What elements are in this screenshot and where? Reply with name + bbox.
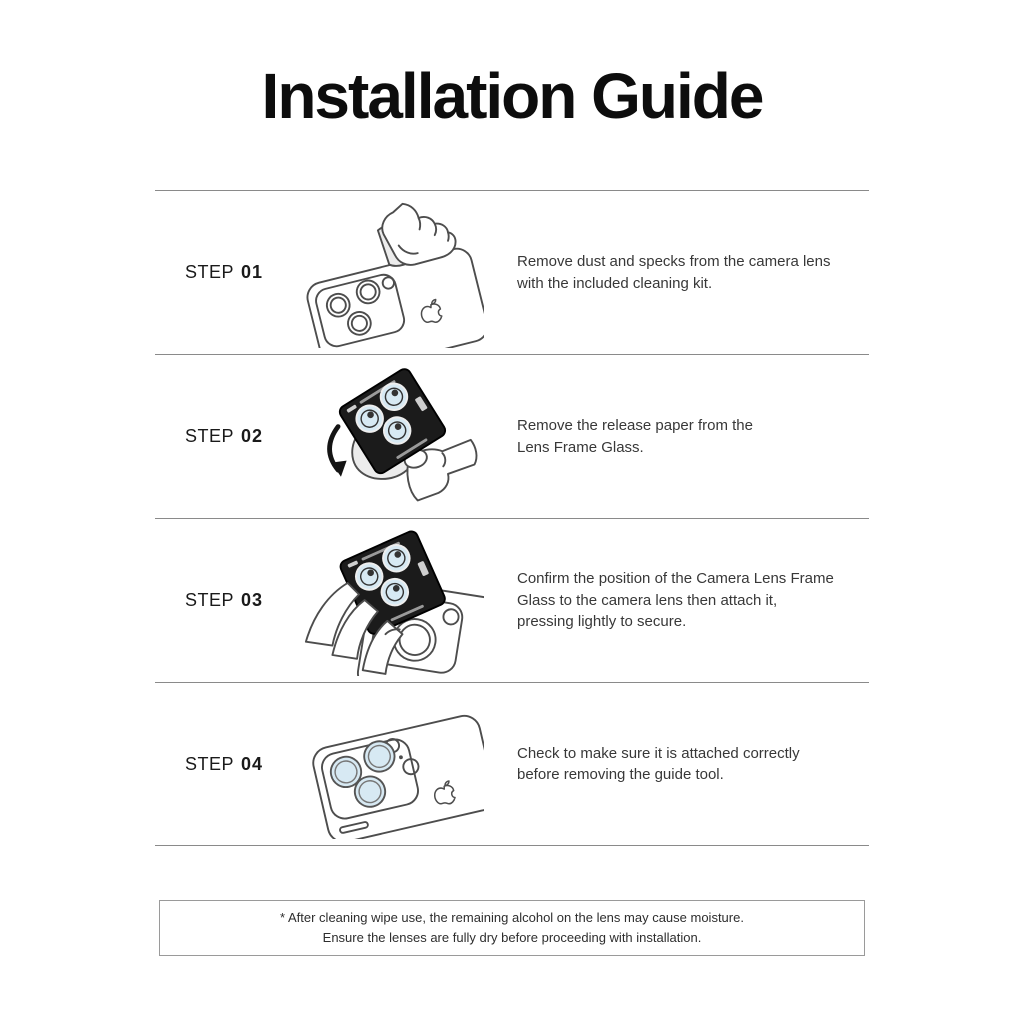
step-row-3 <box>155 518 869 682</box>
step-number: 04 <box>241 753 264 774</box>
description-line: Remove dust and specks from the camera lens <box>517 253 831 270</box>
step-row-2 <box>155 354 869 518</box>
attached-lens-glass <box>326 738 405 814</box>
step-1-label <box>185 262 303 283</box>
step-number: 01 <box>241 262 264 282</box>
step-2-illustration <box>303 361 485 513</box>
phone-outline <box>310 713 484 839</box>
step-number: 03 <box>241 590 264 610</box>
step-word: STEP <box>185 753 235 774</box>
peel-release-paper-illustration-svg <box>304 362 484 512</box>
footer-line: Ensure the lenses are fully dry before proceeding with installation. <box>322 929 702 945</box>
attached-lens-check-illustration-svg <box>304 689 484 839</box>
step-1-description <box>517 251 830 294</box>
footer-line: * After cleaning wipe use, the remaining alcohol on the lens may cause moisture. <box>280 910 744 925</box>
step-1-illustration <box>303 197 485 349</box>
step-3-description <box>517 568 834 633</box>
description-line: Glass to the camera lens then attach it, <box>517 591 778 609</box>
step-4-illustration <box>303 688 485 840</box>
description-line: pressing lightly to secure. <box>517 613 687 631</box>
description-line: Lens Frame Glass. <box>517 438 644 456</box>
page-title: Installation Guide <box>261 60 763 132</box>
step-word: STEP <box>185 590 235 610</box>
description-line: before removing the guide tool. <box>517 766 724 783</box>
step-row-4 <box>155 682 869 846</box>
cleaning-phone-illustration-svg <box>304 198 484 348</box>
attach-lens-glass-illustration-svg <box>304 526 484 676</box>
description-line: Remove the release paper from the <box>517 417 753 434</box>
step-4-label <box>185 754 303 775</box>
step-number: 02 <box>241 426 264 446</box>
step-3-label <box>185 590 303 611</box>
step-word: STEP <box>185 426 235 446</box>
description-line: Confirm the position of the Camera Lens Frame <box>517 570 834 588</box>
step-4-description <box>517 743 800 786</box>
step-word: STEP <box>185 262 235 282</box>
description-line: with the included cleaning kit. <box>517 274 713 292</box>
steps-list <box>155 190 869 846</box>
description-line: Check to make sure it is attached correctly <box>517 744 800 762</box>
apple-logo-icon <box>421 299 441 322</box>
step-row-1 <box>155 190 869 354</box>
footer-caution-note <box>159 900 865 956</box>
apple-logo-icon <box>435 781 455 804</box>
step-3-illustration <box>303 525 485 677</box>
step-2-description <box>517 415 753 458</box>
step-2-label <box>185 426 303 447</box>
